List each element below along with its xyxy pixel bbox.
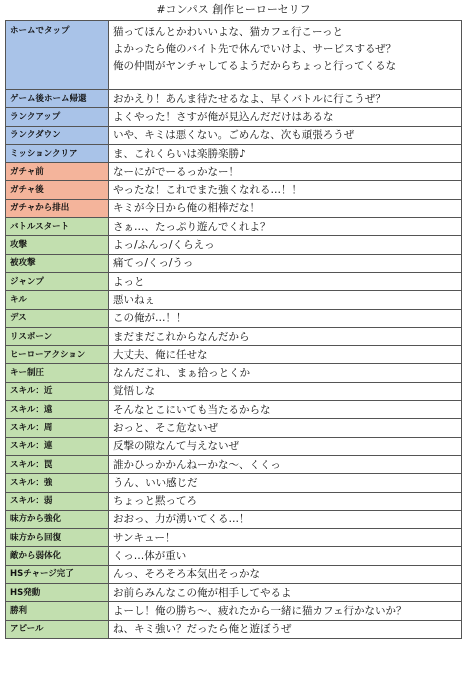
table-row — [6, 584, 462, 602]
line-cell: おっと、そこ危ないぜ — [109, 419, 462, 437]
line-cell: お前らみんなこの俺が相手してやるよ — [109, 584, 462, 602]
table-row — [6, 455, 462, 473]
situation-cell: スキル：周 — [6, 419, 109, 437]
situation-cell: ガチャ後 — [6, 181, 109, 199]
situation-cell: スキル：強 — [6, 474, 109, 492]
table-row — [6, 236, 462, 254]
table-row — [6, 364, 462, 382]
line-cell: 悪いねぇ — [109, 291, 462, 309]
page-title: #コンパス 創作ヒーローセリフ — [156, 3, 311, 16]
line-cell: んっ、そろそろ本気出そっかな — [109, 565, 462, 583]
situation-cell: キル — [6, 291, 109, 309]
situation-cell: バトルスタート — [6, 218, 109, 236]
line-cell: まだまだこれからなんだから — [109, 327, 462, 345]
line-text: 猫ってほんとかわいいよな、猫カフェ行こーっと — [113, 26, 344, 38]
line-cell: この俺が…！！ — [109, 309, 462, 327]
table-row — [6, 144, 462, 162]
table-row — [6, 181, 462, 199]
table-row — [6, 291, 462, 309]
situation-cell: 攻撃 — [6, 236, 109, 254]
line-text: 俺の仲間がヤンチャしてるようだからちょっと行ってくるな — [113, 60, 397, 72]
table-row — [6, 474, 462, 492]
line-cell: 痛てっ/くっ/うっ — [109, 254, 462, 272]
table-row — [6, 272, 462, 290]
situation-cell: 勝利 — [6, 602, 109, 620]
situation-cell: 被攻撃 — [6, 254, 109, 272]
line-cell: 誰かひっかかんねーかな～、くくっ — [109, 455, 462, 473]
table-row — [6, 382, 462, 400]
table-row — [6, 346, 462, 364]
table-row — [6, 218, 462, 236]
table-row — [6, 108, 462, 126]
table-row — [6, 419, 462, 437]
line-cell: くっ…体が重い — [109, 547, 462, 565]
situation-cell: 味方から回復 — [6, 529, 109, 547]
situation-cell: ヒーローアクション — [6, 346, 109, 364]
table-row — [6, 90, 462, 108]
situation-cell: ジャンプ — [6, 272, 109, 290]
situation-cell: スキル：連 — [6, 437, 109, 455]
table-row — [6, 565, 462, 583]
situation-cell: スキル：罠 — [6, 455, 109, 473]
situation-cell: キー制圧 — [6, 364, 109, 382]
situation-cell: ランクダウン — [6, 126, 109, 144]
table-row — [6, 529, 462, 547]
table-row — [6, 126, 462, 144]
line-cell: 覚悟しな — [109, 382, 462, 400]
line-cell: おおっ、力が湧いてくる…！ — [109, 510, 462, 528]
line-text: よかったら俺のバイト先で休んでいけよ、サービスするぜ？ — [113, 43, 397, 55]
situation-cell: ランクアップ — [6, 108, 109, 126]
line-cell: サンキュー！ — [109, 529, 462, 547]
situation-cell: ガチャから排出 — [6, 199, 109, 217]
line-cell: キミが今日から俺の相棒だな！ — [109, 199, 462, 217]
table-row — [6, 510, 462, 528]
table-row — [6, 401, 462, 419]
table-row — [6, 21, 462, 90]
line-cell: なんだこれ、まぁ拾っとくか — [109, 364, 462, 382]
dialogue-table-body — [6, 21, 462, 639]
table-row — [6, 492, 462, 510]
line-cell: よーし！俺の勝ち～、疲れたから一緒に猫カフェ行かないか？ — [109, 602, 462, 620]
table-row — [6, 437, 462, 455]
table-row — [6, 547, 462, 565]
situation-cell: HS発動 — [6, 584, 109, 602]
situation-cell: 味方から強化 — [6, 510, 109, 528]
situation-cell: デス — [6, 309, 109, 327]
line-cell: なーにがでーるっかなー！ — [109, 163, 462, 181]
line-cell: やったな！これでまた強くなれる…！！ — [109, 181, 462, 199]
situation-cell: アピール — [6, 620, 109, 638]
line-cell: おかえり！あんま待たせるなよ、早くバトルに行こうぜ？ — [109, 90, 462, 108]
line-cell: いや、キミは悪くない。ごめんな、次も頑張ろうぜ — [109, 126, 462, 144]
table-row — [6, 602, 462, 620]
table-row — [6, 327, 462, 345]
table-row — [6, 163, 462, 181]
line-cell: さぁ…、たっぷり遊んでくれよ？ — [109, 218, 462, 236]
line-cell: うん、いい感じだ — [109, 474, 462, 492]
line-cell: ね、キミ強い？だったら俺と遊ぼうぜ — [109, 620, 462, 638]
line-cell: ちょっと黙ってろ — [109, 492, 462, 510]
dialogue-table — [5, 20, 462, 639]
line-cell: よくやった！さすが俺が見込んだだけはあるな — [109, 108, 462, 126]
line-cell: よっ/ふんっ/くらえっ — [109, 236, 462, 254]
situation-cell: 敵から弱体化 — [6, 547, 109, 565]
table-row — [6, 309, 462, 327]
situation-cell: HSチャージ完了 — [6, 565, 109, 583]
line-cell: 反撃の隙なんて与えないぜ — [109, 437, 462, 455]
line-cell: そんなとこにいても当たるからな — [109, 401, 462, 419]
line-cell — [109, 21, 462, 90]
situation-cell: スキル：近 — [6, 382, 109, 400]
table-row — [6, 254, 462, 272]
situation-cell: スキル：遠 — [6, 401, 109, 419]
situation-cell: ゲーム後ホーム帰還 — [6, 90, 109, 108]
table-row — [6, 620, 462, 638]
situation-cell: ガチャ前 — [6, 163, 109, 181]
situation-cell: スキル：弱 — [6, 492, 109, 510]
line-cell: よっと — [109, 272, 462, 290]
situation-cell: ホームでタップ — [6, 21, 109, 90]
table-row — [6, 199, 462, 217]
line-cell: ま、これくらいは楽勝楽勝♪ — [109, 144, 462, 162]
situation-cell: ミッションクリア — [6, 144, 109, 162]
line-cell: 大丈夫、俺に任せな — [109, 346, 462, 364]
situation-cell: リスポーン — [6, 327, 109, 345]
